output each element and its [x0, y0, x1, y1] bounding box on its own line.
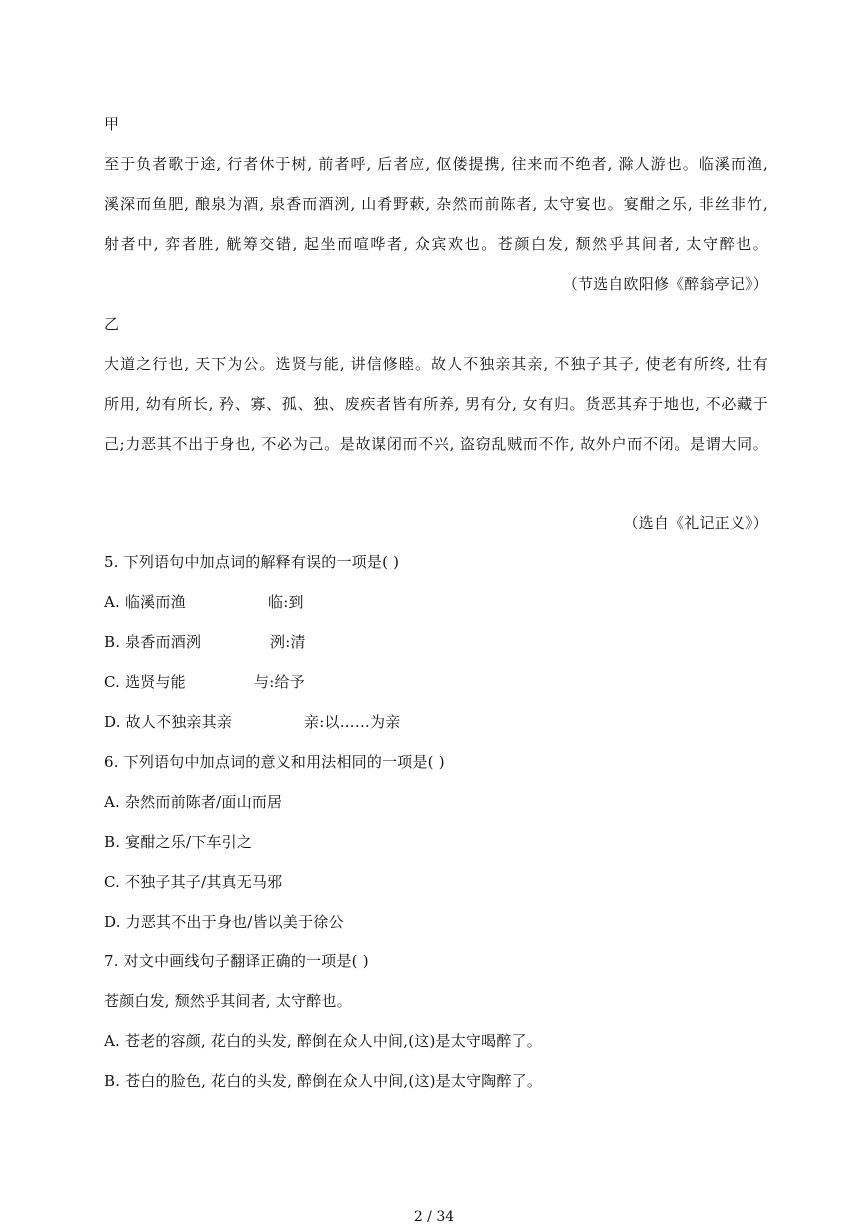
option-label: D. 故人不独亲其亲	[104, 713, 233, 731]
passage-a-line: 至于负者歌于途, 行者休于树, 前者呼, 后者应, 伛偻提携, 往来而不绝者, 滁人游也。临溪而渔,	[104, 155, 768, 173]
question-5-stem: 5. 下列语句中加点词的解释有误的一项是( )	[104, 553, 400, 571]
option-label: B. 泉香而酒洌	[104, 633, 202, 651]
page-number: 2 / 34	[413, 1209, 455, 1225]
option-label: A. 临溪而渔	[104, 593, 186, 611]
passage-b-marker: 乙	[104, 315, 120, 333]
passage-b-line: 大道之行也, 天下为公。选贤与能, 讲信修睦。故人不独亲其亲, 不独子其子, 使老有所终, 壮有	[104, 355, 768, 373]
passage-b-source: （选自《礼记正义》）	[623, 514, 768, 532]
question-5-option-d	[104, 711, 768, 733]
question-7-quote: 苍颜白发, 颓然乎其间者, 太守醉也。	[104, 992, 352, 1010]
question-6-option-c: C. 不独子其子/其真无马邪	[104, 873, 283, 891]
question-5-option-a	[104, 591, 768, 613]
question-5-option-b	[104, 631, 768, 653]
option-label: C. 选贤与能	[104, 673, 186, 691]
passage-a-source: （节选自欧阳修《醉翁亭记》）	[562, 275, 768, 293]
question-6-option-d: D. 力恶其不出于身也/皆以美于徐公	[104, 913, 344, 931]
question-7-option-b: B. 苍白的脸色, 花白的头发, 醉倒在众人中间,(这)是太守陶醉了。	[104, 1072, 543, 1090]
passage-a-line: 溪深而鱼肥, 酿泉为酒, 泉香而酒洌, 山肴野蔌, 杂然而前陈者, 太守宴也。宴酣之乐, 非丝非竹,	[104, 195, 768, 213]
passage-a-marker: 甲	[104, 115, 120, 133]
question-7-option-a: A. 苍老的容颜, 花白的头发, 醉倒在众人中间,(这)是太守喝醉了。	[104, 1032, 542, 1050]
option-explanation: 洌:清	[270, 633, 306, 651]
option-explanation: 临:到	[268, 593, 304, 611]
question-6-option-b: B. 宴酣之乐/下车引之	[104, 833, 253, 851]
passage-b-line: 己;力恶其不出于身也, 不必为己。是故谋闭而不兴, 盗窃乱贼而不作, 故外户而不闭。是谓大同。	[104, 435, 768, 453]
option-explanation: 亲:以……为亲	[304, 713, 401, 731]
option-explanation: 与:给予	[254, 673, 305, 691]
question-7-stem: 7. 对文中画线句子翻译正确的一项是( )	[104, 952, 369, 970]
question-6-stem: 6. 下列语句中加点词的意义和用法相同的一项是( )	[104, 753, 445, 771]
question-6-option-a: A. 杂然而前陈者/面山而居	[104, 793, 283, 811]
question-5-option-c	[104, 671, 768, 693]
passage-a-line: 射者中, 弈者胜, 觥筹交错, 起坐而喧哗者, 众宾欢也。苍颜白发, 颓然乎其间者, 太守醉也。	[104, 235, 768, 253]
passage-b-line: 所用, 幼有所长, 矜、寡、孤、独、废疾者皆有所养, 男有分, 女有归。货恶其弃于地也, 不必藏于	[104, 395, 768, 413]
